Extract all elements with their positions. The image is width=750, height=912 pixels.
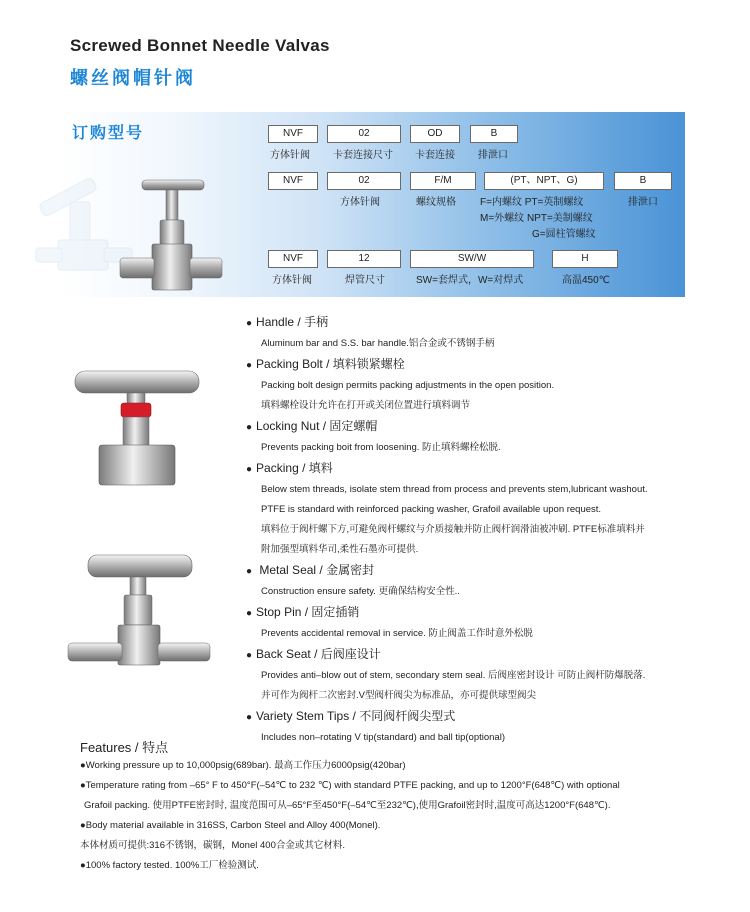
component-desc: 填料位于阀杆螺下方,可避免阀杆螺纹与介质接触并防止阀杆润滑油被冲刷. PTFE标准填料并	[261, 524, 645, 535]
component-item	[246, 560, 716, 602]
component-list	[246, 312, 716, 748]
bullet-icon: ●	[246, 318, 253, 329]
order-box-model: NVF	[268, 172, 318, 190]
component-desc: Packing bolt design permits packing adjustments in the open position.	[261, 380, 555, 391]
bullet-icon: ●	[246, 566, 253, 577]
bullet-icon: ●	[246, 712, 253, 723]
order-box-weld-type: SW/W	[410, 250, 534, 268]
page-title-en: Screwed Bonnet Needle Valvas	[70, 36, 330, 55]
feature-row: ●Working pressure up to 10,000psig(689bar). 最高工作压力6000psig(420bar)	[80, 760, 406, 771]
component-desc: 填料螺栓设计允许在打开或关闭位置进行填料调节	[261, 400, 471, 411]
component-item	[246, 312, 716, 354]
needle-valve-photo-top	[30, 150, 240, 300]
bullet-icon: ●	[246, 464, 253, 475]
order-label-model: 方体针阀	[272, 275, 312, 286]
bullet-icon: ●	[246, 360, 253, 371]
order-box-model: NVF	[268, 125, 318, 143]
bullet-icon: ●	[246, 422, 253, 433]
feature-row: ●Temperature rating from –65° F to 450°F(–54℃ to 232 ℃) with standard PTFE packing, and up to 1200°F(648℃) with optional	[80, 780, 620, 791]
order-label-drain: 排泄口	[478, 150, 508, 161]
component-item	[246, 458, 716, 560]
feature-row: Grafoil packing. 使用PTFE密封时, 温度范围可从–65°F至450°F(–54℃至232℃),使用Grafoil密封时,温度可高达1200°F(648℃).	[84, 800, 611, 811]
feature-row: ●100% factory tested. 100%工厂检验测试.	[80, 860, 259, 871]
needle-valve-photo-bottom	[68, 555, 213, 675]
features-list	[80, 756, 720, 876]
component-item	[246, 416, 716, 458]
order-box-model: NVF	[268, 250, 318, 268]
component-desc: Construction ensure safety. 更确保结构安全性..	[261, 586, 460, 597]
component-item	[246, 602, 716, 644]
features-title: Features / 特点	[80, 740, 169, 755]
order-label-weld-type: SW=套焊式，W=对焊式	[416, 275, 524, 286]
component-desc: Prevents packing boit from loosening. 防止填料螺栓松脱.	[261, 442, 501, 453]
order-label-male-thread: M=外螺纹 NPT=美制螺纹	[480, 213, 593, 224]
ordering-title: 订购型号	[72, 125, 145, 142]
order-box-size: 02	[327, 125, 401, 143]
order-label-drain: 排泄口	[628, 197, 658, 208]
component-item	[246, 706, 716, 748]
order-box-weld-size: 12	[327, 250, 401, 268]
order-label-high-temp: 高温450℃	[562, 275, 610, 286]
component-heading: Locking Nut / 固定螺帽	[256, 419, 378, 433]
component-heading: Stop Pin / 固定插销	[256, 605, 360, 619]
order-box-high-temp: H	[552, 250, 618, 268]
order-box-thread-spec: (PT、NPT、G)	[484, 172, 604, 190]
component-desc: Below stem threads, isolate stem thread from process and prevents stem,lubricant washout.	[261, 484, 648, 495]
needle-valve-photo-middle	[75, 365, 205, 490]
component-desc: Aluminum bar and S.S. bar handle.铝合金或不锈钢手柄	[261, 338, 495, 349]
component-desc: 附加强型填料华司,柔性石墨亦可提供.	[261, 544, 419, 555]
component-desc: PTFE is standard with reinforced packing washer, Grafoil available upon request.	[261, 504, 602, 515]
component-heading: Variety Stem Tips / 不同阀杆阀尖型式	[256, 709, 456, 723]
order-label-thread-spec: 螺纹规格	[416, 197, 456, 208]
order-label-female-thread: F=内螺纹 PT=英制螺纹	[480, 197, 584, 208]
component-desc: Provides anti–blow out of stem, secondary stem seal. 后阀座密封设计 可防止阀杆防爆脱落.	[261, 670, 646, 681]
component-heading: Packing / 填料	[256, 461, 333, 475]
order-box-drain: B	[614, 172, 672, 190]
order-box-drain: B	[470, 125, 518, 143]
component-heading: Handle / 手柄	[256, 315, 329, 329]
bullet-icon: ●	[246, 608, 253, 619]
order-label-model: 方体针阀	[270, 150, 310, 161]
component-heading: Back Seat / 后阀座设计	[256, 647, 381, 661]
feature-row: 本体材质可提供:316不锈钢，碳钢，Monel 400合金或其它材料.	[80, 840, 345, 851]
order-box-connection: OD	[410, 125, 460, 143]
order-box-thread-type: F/M	[410, 172, 476, 190]
page-title-cn: 螺丝阀帽针阀	[70, 68, 196, 88]
feature-row: ●Body material available in 316SS, Carbon Steel and Alloy 400(Monel).	[80, 820, 381, 831]
order-label-g-thread: G=圆柱管螺纹	[532, 229, 596, 240]
component-desc: Prevents accidental removal in service. 防止阀盖工作时意外松脱	[261, 628, 533, 639]
order-box-size: 02	[327, 172, 401, 190]
component-heading: Metal Seal / 金属密封	[256, 563, 375, 577]
order-label-size: 卡套连接尺寸	[333, 150, 393, 161]
order-label-model: 方体针阀	[340, 197, 380, 208]
component-desc: 并可作为阀杆二次密封.V型阀杆阀尖为标准品，亦可提供球型阀尖	[261, 690, 536, 701]
component-item	[246, 354, 716, 416]
order-label-connection: 卡套连接	[415, 150, 455, 161]
bullet-icon: ●	[246, 650, 253, 661]
component-heading: Packing Bolt / 填料锁紧螺栓	[256, 357, 405, 371]
component-desc: Includes non–rotating V tip(standard) and ball tip(optional)	[261, 732, 505, 743]
order-label-weld-size: 焊管尺寸	[345, 275, 385, 286]
component-item	[246, 644, 716, 706]
